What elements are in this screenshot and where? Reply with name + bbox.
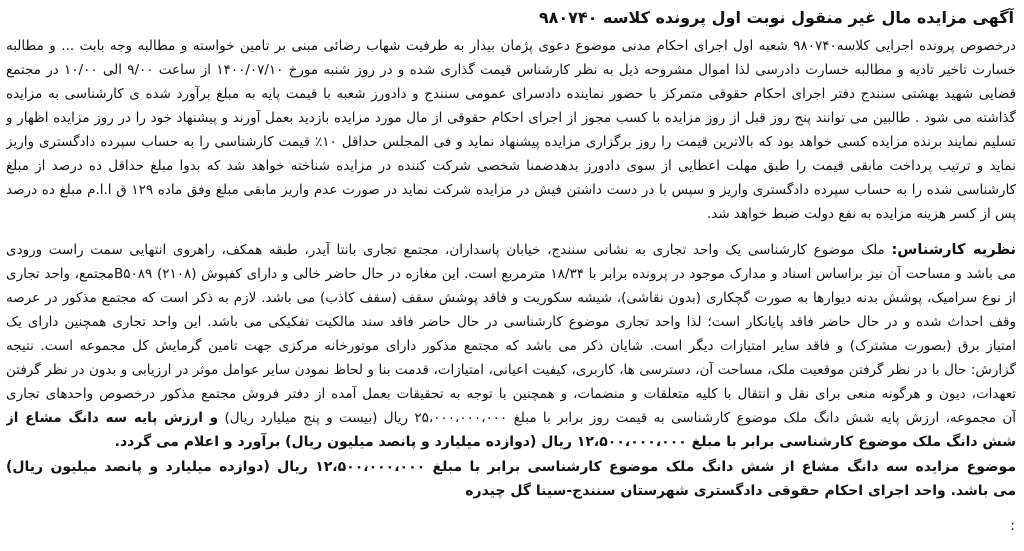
notice-line: گذاشته می شود . طالبین می توانند پنج روز قبل از روز مزایده با کسب مجوز از اجرای احکام حقوقی از مال مورد مزایده بازدید بعمل آورند و پیشنهاد خود را در روز مزایده اظهار و xyxy=(6,110,1016,126)
valuation-statement: شش دانگ ملک موضوع کارشناسی برابر با مبلغ ۱۲،۵۰۰،۰۰۰،۰۰۰ ریال (دوازده میلیارد و پانصد میلیون ریال) برآورد و اعلام می گردد. xyxy=(114,434,1016,450)
expert-opinion-line xyxy=(6,238,1016,262)
notice-line: تسلیم نمایند برنده مزایده کسی خواهد بود که بالاترین قیمت را روز برگزاری مزایده پیشنهاد نماید و فی المجلس حداقل ۱۰٪ قیمت کارشناسی را به حساب سپرده دادگستری واریز xyxy=(6,134,1016,150)
auction-subject-line: موضوع مزایده سه دانگ مشاع از شش دانگ ملک موضوع کارشناسی برابر با مبلغ ۱۲،۵۰۰،۰۰۰،۰۰۰ ریال (دوازده میلیارد و پانصد میلیون ریال) xyxy=(6,459,1016,475)
corner-mark: : xyxy=(1010,518,1015,534)
expert-opinion-line: تعهدات، دیون و هرگونه منعی برای نقل و انتقال با کلیه متعلقات و منضمات، و همچنین با توجه به تحقیقات بعمل آمده از دفتر فروش مجتمع مذکور درخصوص واحدهای تجاری xyxy=(6,386,1016,402)
expert-opinion-label: نظریه کارشناس: xyxy=(891,241,1016,258)
expert-opinion-text: آن مجموعه، ارزش پایه شش دانگ ملک موضوع کارشناسی به قیمت روز برابر با مبلغ ۲۵،۰۰۰،۰۰۰،۰۰۰ ریال (بیست و پنج میلیارد ریال) xyxy=(224,410,1016,426)
expert-opinion-line: می باشد و مساحت آن نیز براساس اسناد و مدارک موجود در پرونده برابر با ۱۸/۳۴ مترمربع است. این مغازه در حال حاضر خالی و دارای کفپوش (۲۱۰۸) B۵۰۸۹مجتمع، واحد تجاری xyxy=(6,266,1016,282)
notice-line: نماید و ترتیب پرداخت مابقی قیمت را طبق مهلت اعطایی از سوی دادورز بدهدضمنا شخصی شرکت کننده در مزایده شناخته خواهد شد که بدوا مبلغ حداقل ده درصد از مبلغ xyxy=(6,158,1016,174)
expert-opinion-line: گزارش: حال با در نظر گرفتن موقعیت ملک، مساحت آن، دسترسی ها، کاربری، کیفیت اعیانی، امتیازات، قدمت بنا و لحاظ نمودن سایر عوامل موثر در ارزیابی و بدون در نظر گرفتن xyxy=(6,362,1016,378)
expert-opinion-line: از نوع سرامیک، پوشش بدنه دیوارها به صورت گچکاری (بدون نقاشی)، شیشه سکوریت و فاقد پوشش سقف (سقف کاذب) می باشد. لازم به ذکر است که مجتمع مذکور در عرصه xyxy=(6,290,1016,306)
notice-line: پس از کسر هزینه مزایده به نفع دولت ضبط خواهد شد. xyxy=(706,206,1016,222)
valuation-lead: و ارزش پایه سه دانگ مشاع از xyxy=(6,410,219,426)
expert-opinion-paragraph xyxy=(6,238,1016,454)
expert-opinion-line xyxy=(6,406,1016,430)
notice-paragraph xyxy=(6,34,1016,226)
expert-opinion-text: ملک موضوع کارشناسی یک واحد تجاری به نشانی سنندج، خیابان پاسداران، مجتمع تجاری بانتا آیدر، طبقه همکف، راهروی انتهایی سمت راست ورودی xyxy=(6,242,885,258)
notice-line: کارشناسی شده را به حساب سپرده دادگستری واریز و سپس با در دست داشتن فیش در مزایده شرکت نماید در صورت عدم واریز مابقی مبلغ وفق ماده ۱۲۹ ق ا.ا.م مبلغ ده درصد xyxy=(6,182,1016,198)
expert-opinion-line: وقف احداث شده و در حال حاضر فاقد پایانکار است؛ لذا واحد تجاری موضوع کارشناسی در حال حاضر فاقد سند مالکیت تفکیکی می باشد. این واحد تجاری همچنین دارای یک xyxy=(6,314,1016,330)
notice-line: قضایی شهید بهشتی سنندج دفتر اجرای احکام حقوقی متمرکز با حضور نماینده دادسرای عمومی سنندج و دادورز شعبه با قیمت پایه به مبلغ برآورد شده ی کارشناسی به مزایده xyxy=(6,86,1016,102)
auction-subject-line: می باشد. واحد اجرای احکام حقوقی دادگستری شهرستان سنندج-سینا گل چیدره xyxy=(465,483,1016,499)
auction-subject-paragraph xyxy=(6,455,1016,503)
notice-line: خسارت تاخیر تادیه و مطالبه خسارت دادرسی لذا اموال مشروحه ذیل به نظر کارشناس قیمت گذاری شده و در روز شنبه مورخ ۱۴۰۰/۰۷/۱۰ از ساعت ۹/۰۰ الی ۱۰/۰۰ در مجتمع xyxy=(6,62,1016,78)
expert-opinion-line: امتیاز برق (بصورت مشترک) و فاقد سایر امتیازات دیگر است. شایان ذکر می باشد که مجتمع مذکور دارای موتورخانه مرکزی جهت تامین گرمایش کل مجموعه است. نتیجه xyxy=(6,338,1016,354)
notice-title: آگهی مزایده مال غیر منقول نوبت اول پرونده کلاسه ۹۸۰۷۴۰ xyxy=(538,8,1014,27)
notice-line: درخصوص پرونده اجرایی کلاسه۹۸۰۷۴۰ شعبه اول اجرای احکام مدنی موضوع دعوی پژمان بیدار به طرفیت شهاب رضائی مبنی بر تامین خواسته و مطالبه وجه بابت ... و مطالبه xyxy=(6,38,1016,54)
